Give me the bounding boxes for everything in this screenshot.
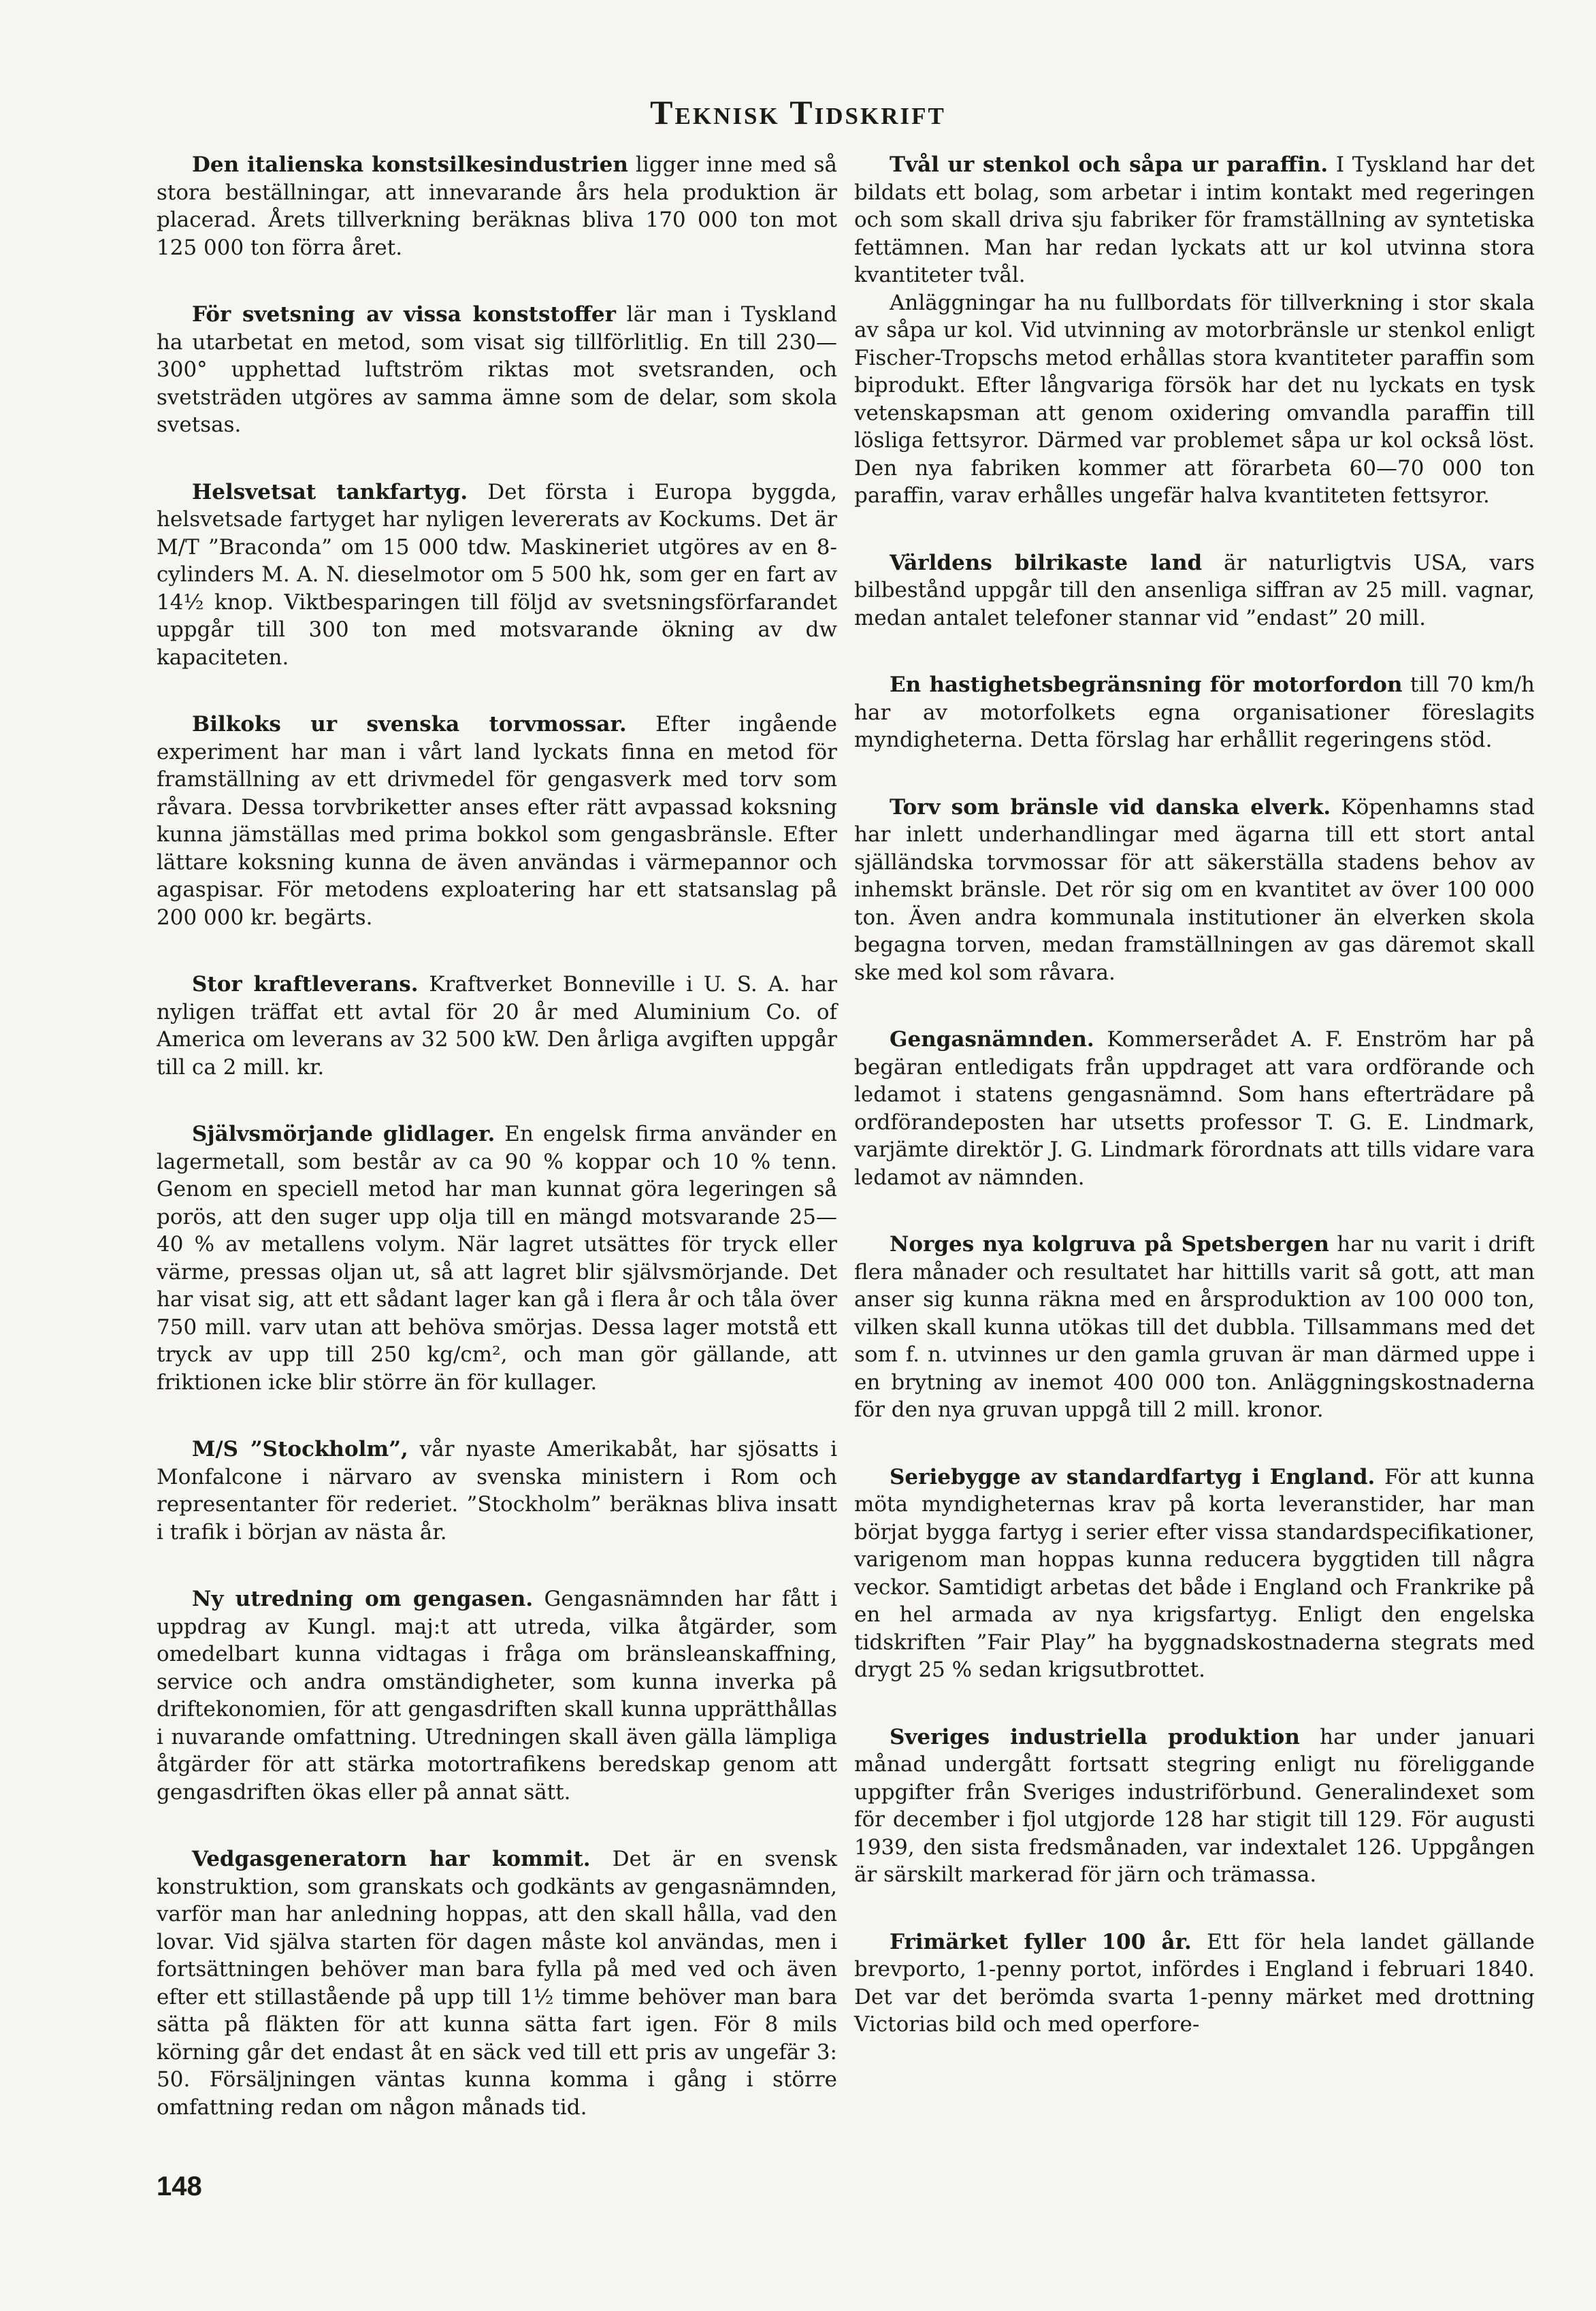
article xyxy=(854,549,1535,632)
article-body: Kraftverket Bonneville i U. S. A. har nyligen träffat ett avtal för 20 år med Aluminium Co. of America om leverans av 32 500 kW. Den årliga avgiften uppgår till ca 2 mill. kr. xyxy=(157,972,837,1080)
article-body: I Tyskland har det bildats ett bolag, som arbetar i intim kontakt med regeringen och som skall driva sju fabriker för framställning av syntetiska fettämnen. Man har redan lyckats att ur kol utvinna stora kvantiteter tvål. xyxy=(854,152,1535,287)
article-heading: Norges nya kolgruva på Spetsbergen xyxy=(890,1232,1329,1257)
article-body: till 70 km/h har av motorfolkets egna organisationer föreslagits myndigheterna. Detta förslag har erhållit regeringens stöd. xyxy=(854,673,1535,752)
article-heading: Ny utredning om gengasen. xyxy=(192,1587,534,1611)
article xyxy=(854,151,1535,510)
article xyxy=(157,1120,837,1396)
article xyxy=(854,1724,1535,1889)
article-heading: Världens bilrikaste land xyxy=(890,550,1203,575)
article-heading: M/S ”Stockholm”, xyxy=(192,1437,408,1461)
article-body: För att kunna möta myndigheternas krav på korta leveranstider, har man börjat bygga fartyg i serier efter vissa standardspecifikationer, varigenom man hoppas kunna reducera byggtiden till några veckor. Samtidigt arbetas det både i England och Frankrike på en hel armada av nya krigsfartyg. Enligt den engelska tidskriften ”Fair Play” ha byggnadskostnaderna stegrats med drygt 25 % sedan krigsutbrottet. xyxy=(854,1464,1535,1682)
left-column xyxy=(157,151,837,2161)
article xyxy=(854,671,1535,754)
article-heading: Tvål ur stenkol och såpa ur paraffin. xyxy=(890,152,1329,177)
article-body: har nu varit i drift flera månader och resultatet har hittills varit så gott, att man anser sig kunna räkna med en årsproduktion av 100 000 ton, vilken skall kunna utökas till det dubbla. Tillsammans med det som f. n. utvinnes ur den gamla gruvan är man därmed uppe i en brytning av inemot 400 000 ton. Anläggningskostnaderna för den nya gruvan uppgå till 2 mill. kronor. xyxy=(854,1232,1535,1422)
article-body: vår nyaste Amerikabåt, har sjösatts i Monfalcone i närvaro av svenska ministern i Rom och representanter för rederiet. ”Stockholm” beräknas bliva insatt i trafik i början av nästa år. xyxy=(157,1437,837,1545)
article-body: Efter ingående experiment har man i vårt land lyckats finna en metod för framställning av ett drivmedel för gengasverk med torv som råvara. Dessa torvbriketter anses efter rätt avpassad koksning kunna jämställas med prima bokkol som gengasbränsle. Efter lättare koksning kunna de även användas i värmepannor och agaspisar. För metodens exploatering har ett statsanslag på 200 000 kr. begärts. xyxy=(157,712,837,930)
article-heading: Frimärket fyller 100 år. xyxy=(890,1929,1192,1954)
article-body: Kommerserådet A. F. Enström har på begäran entledigats från uppdraget att vara ordförande och ledamot i statens gengasnämnd. Som hans efterträdare på ordförandeposten har utsetts professor T. G. E. Lindmark, varjämte direktör J. G. Lindmark förordnats att tills vidare vara ledamot av nämnden. xyxy=(854,1027,1535,1190)
article-body: Gengasnämnden har fått i uppdrag av Kungl. maj:t att utreda, vilka åtgärder, som omedelbart kunna vidtagas i fråga om bränsleanskaffning, service och andra omständigheter, som kunna inverka på driftekonomien, för att gengasdriften skall kunna upprätthållas i nuvarande omfattning. Utredningen skall även gälla lämpliga åtgärder för att stärka motortrafikens beredskap genom att gengasdriften ökas eller på annat sätt. xyxy=(157,1587,837,1805)
article-paragraph: Anläggningar ha nu fullbordats för tillverkning i stor skala av såpa ur kol. Vid utvinning av motorbränsle ur stenkol enligt Fischer-Tropschs metod erhållas stora kvantiteter paraffin som biprodukt. Efter långvariga försök har det nu lyckats en tysk vetenskapsman att genom oxidering omvandla paraffin till lösliga fettsyror. Därmed var problemet såpa ur kol också löst. Den nya fabriken kommer att förarbeta 60—70 000 ton paraffin, varav erhålles ungefär halva kvantiteten fettsyror. xyxy=(854,290,1535,508)
article-body: Det är en svensk konstruktion, som granskats och godkänts av gengasnämnden, varför man har anledning hoppas, att den skall hålla, vad den lovar. Vid själva starten för dagen måste kol användas, men i fortsättningen behöver man bara fylla på med ved och även efter ett stillastående på upp till 1½ timme behöver man bara sätta på fläkten för att kunna sätta fart igen. För 8 mils körning går det endast åt en säck ved till ett pris av ungefär 3: 50. Försäljningen väntas kunna komma i gång i större omfattning redan om någon månads tid. xyxy=(157,1847,837,2120)
article-heading: Självsmörjande glidlager. xyxy=(192,1122,495,1146)
article-body: har under januari månad undergått fortsatt stegring enligt nu föreliggande uppgifter från Sveriges industriförbund. Generalindexet som för december i fjol utgjorde 128 har stigit till 129. För augusti 1939, den sista fredsmånaden, var indextalet 126. Uppgången är särskilt markerad för järn och trämassa. xyxy=(854,1724,1535,1887)
article-body: är naturligtvis USA, vars bilbestånd uppgår till den ansenliga siffran av 25 mill. vagnar, medan antalet telefoner stannar vid ”endast” 20 mill. xyxy=(854,550,1535,630)
article-heading: Torv som bränsle vid danska elverk. xyxy=(890,794,1331,820)
article xyxy=(157,1436,837,1546)
article xyxy=(157,1585,837,1806)
article-body: En engelsk firma använder en lagermetall, som består av ca 90 % koppar och 10 % tenn. Genom en speciell metod har man kunnat göra legeringen så porös, att den suger upp olja till en mängd motsvarande 25—40 % av metallens volym. När lagret utsättes för tryck eller värme, pressas oljan ut, så att lagret blir självsmörjande. Det har visat sig, att ett sådant lager kan gå i flera år och tåla över 750 mill. varv utan att behöva smörjas. Dessa lager motstå ett tryck av upp till 250 kg/cm², och man gör gällande, att friktionen icke blir större än för kullager. xyxy=(157,1122,837,1395)
article-body: Ett för hela landet gällande brevporto, 1-penny portot, infördes i England i februari 1840. Det var det berömda svarta 1-penny märket med drottning Victorias bild och med operfore- xyxy=(854,1929,1535,2037)
article xyxy=(854,1026,1535,1191)
article xyxy=(854,1928,1535,2039)
page-number: 148 xyxy=(157,2171,202,2201)
right-column xyxy=(854,151,1535,2078)
article-heading: För svetsning av vissa konststoffer xyxy=(192,302,616,327)
article xyxy=(157,971,837,1081)
article xyxy=(157,151,837,261)
article-heading: Helsvetsat tankfartyg. xyxy=(192,479,468,504)
article-heading: Gengasnämnden. xyxy=(890,1027,1094,1052)
article-heading: Den italienska konstsilkesindustrien xyxy=(192,152,628,177)
article-heading: Vedgasgeneratorn har kommit. xyxy=(192,1847,591,1871)
article-body: Det första i Europa byggda, helsvetsade fartyget har nyligen levererats av Kockums. Det är M/T ”Braconda” om 15 000 tdw. Maskineriet utgöres av en 8-cylinders M. A. N. dieselmotor om 5 500 hk, som ger en fart av 14½ knop. Viktbesparingen till följd av svetsningsförfarandet uppgår till 300 ton med motsvarande ökning av dw kapaciteten. xyxy=(157,479,837,670)
article xyxy=(854,794,1535,987)
article-heading: Stor kraftleverans. xyxy=(192,972,419,997)
article-body: lär man i Tyskland ha utarbetat en metod, som visat sig tillförlitlig. En till 230—300° upphettad luftström riktas mot svetsranden, och svetsträden utgöres av samma ämne som de delar, som skola svetsas. xyxy=(157,302,838,437)
article xyxy=(157,301,837,439)
article-body: Köpenhamns stad har inlett underhandlingar med ägarna till ett stort antal själländska torvmossar för att säkerställa stadens behov av inhemskt bränsle. Det rör sig om en kvantitet av över 100 000 ton. Även andra kommunala institutioner än elverken skola begagna torven, medan framställningen av gas däremot skall ske med kol som råvara. xyxy=(854,794,1535,985)
article xyxy=(157,479,837,672)
masthead: Teknisk Tidskrift xyxy=(650,93,946,131)
article-heading: Seriebygge av standardfartyg i England. xyxy=(890,1464,1375,1489)
article-heading: Sveriges industriella produktion xyxy=(890,1724,1300,1749)
article xyxy=(854,1231,1535,1424)
article-body: ligger inne med så stora beställningar, att innevarande års hela produktion är placerad. Årets tillverkning beräknas bliva 170 000 ton mot 125 000 ton förra året. xyxy=(157,152,838,260)
article xyxy=(157,711,837,931)
article xyxy=(157,1845,837,2121)
article-heading: En hastighetsbegränsning för motorfordon xyxy=(890,673,1403,697)
article xyxy=(854,1464,1535,1684)
article-heading: Bilkoks ur svenska torvmossar. xyxy=(192,712,627,737)
